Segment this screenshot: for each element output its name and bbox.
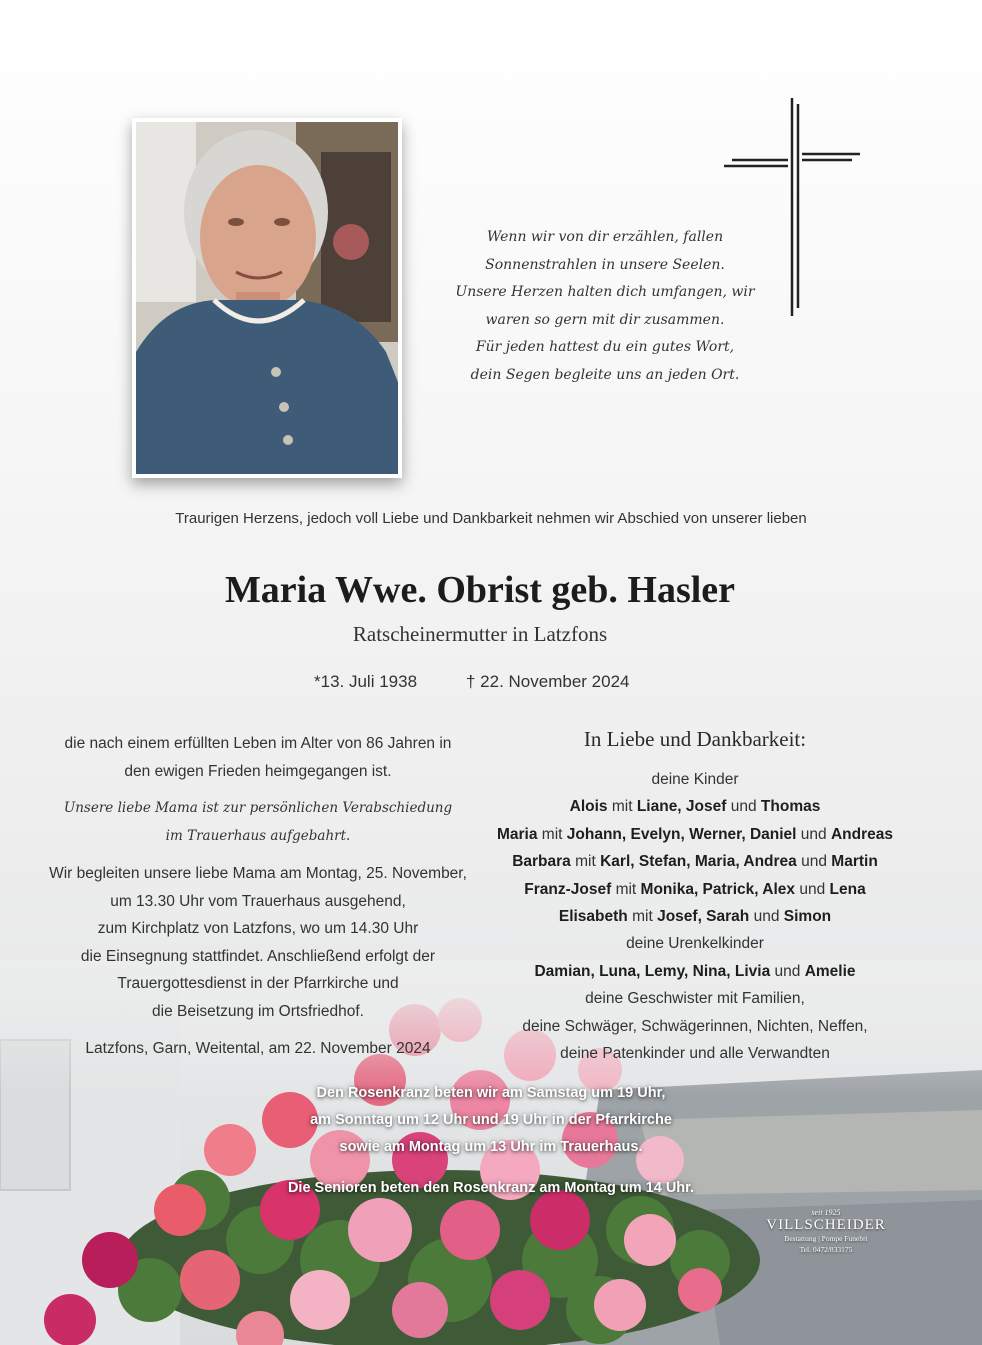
intro-text: Traurigen Herzens, jedoch voll Liebe und Dankbarkeit nehmen wir Abschied von unserer lieben — [175, 510, 807, 527]
deceased-subtitle: Ratscheinermutter in Latzfons — [352, 622, 608, 646]
logo-since: seit 1925 — [811, 1208, 841, 1217]
poem-line: waren so gern mit dir zusammen. — [485, 311, 725, 328]
siblings-line: deine Geschwister mit Familien, — [585, 990, 805, 1008]
portrait-photo — [132, 118, 402, 478]
mourners-list — [482, 724, 908, 1067]
funeral-paragraph — [30, 860, 486, 1025]
text-line: Unsere liebe Mama ist zur persönlichen Verabschiedung — [63, 800, 453, 816]
rosary-line: Den Rosenkranz beten wir am Samstag um 19 Uhr, — [316, 1085, 666, 1101]
poem-line: Wenn wir von dir erzählen, fallen — [486, 229, 724, 245]
announcement-text — [30, 730, 486, 1073]
poem-line: Unsere Herzen halten dich umfangen, wir — [455, 284, 755, 300]
poem-line: dein Segen begleite uns an jeden Ort. — [470, 366, 740, 383]
poem-line: Für jeden hattest du ein gutes Wort, — [475, 339, 735, 355]
mourners-heading: In Liebe und Dankbarkeit: — [583, 727, 807, 751]
logo-brand: VILLSCHEIDER — [766, 1217, 886, 1233]
text-line: die Einsegnung stattfindet. Anschließend erfolgt der — [80, 947, 436, 965]
text-line: die nach einem erfüllten Leben im Alter von 86 Jahren in — [64, 735, 452, 752]
text-line: zum Kirchplatz von Latzfons, wo um 14.30 Uhr — [97, 920, 419, 937]
rosary-notice — [0, 1080, 982, 1202]
birth-date: *13. Juli 1938 — [314, 672, 418, 691]
children-label: deine Kinder — [651, 771, 739, 788]
in-laws-line: deine Schwäger, Schwägerinnen, Nichten, Neffen, — [522, 1017, 868, 1035]
poem — [440, 224, 770, 389]
family-row: Elisabeth mit Josef, Sarah und Simon — [558, 908, 832, 926]
death-date: † 22. November 2024 — [466, 672, 630, 691]
great-grandchildren-label: deine Urenkelkinder — [626, 935, 764, 953]
rosary-line: am Sonntag um 12 Uhr und 19 Uhr in der Pfarrkirche — [310, 1112, 672, 1128]
text-line: Trauergottesdienst in der Pfarrkirche und — [117, 975, 399, 992]
seniors-rosary-line: Die Senioren beten den Rosenkranz am Montag um 14 Uhr. — [287, 1180, 695, 1196]
family-row: Barbara mit Karl, Stefan, Maria, Andrea und Martin — [512, 853, 878, 871]
text-line: den ewigen Frieden heimgegangen ist. — [124, 762, 392, 780]
godchildren-line: deine Patenkinder und alle Verwandten — [560, 1045, 830, 1063]
great-grandchildren-row: Damian, Luna, Lemy, Nina, Livia und Amelie — [534, 962, 856, 980]
deceased-name: Maria Wwe. Obrist geb. Hasler — [224, 569, 736, 611]
family-row: Franz-Josef mit Monika, Patrick, Alex und Lena — [524, 880, 866, 898]
viewing-paragraph — [30, 795, 486, 850]
family-row: Maria mit Johann, Evelyn, Werner, Daniel und Andreas — [496, 825, 894, 843]
text-line: um 13.30 Uhr vom Trauerhaus ausgehend, — [110, 892, 406, 910]
text-line: die Beisetzung im Ortsfriedhof. — [152, 1002, 364, 1020]
text-line: im Trauerhaus aufgebahrt. — [165, 827, 351, 844]
text-line: Wir begleiten unsere liebe Mama am Montag, 25. November, — [49, 865, 467, 882]
logo-tagline: Bestattung | Pompe Funebri — [784, 1234, 868, 1243]
place-date: Latzfons, Garn, Weitental, am 22. November 2024 — [85, 1040, 431, 1057]
funeral-home-logo — [756, 1208, 896, 1255]
family-row: Alois mit Liane, Josef und Thomas — [569, 798, 821, 816]
poem-line: Sonnenstrahlen in unsere Seelen. — [485, 256, 725, 273]
life-paragraph — [30, 730, 486, 785]
rosary-line: sowie am Montag um 13 Uhr im Trauerhaus. — [339, 1139, 643, 1155]
logo-phone: Tel. 0472/833175 — [799, 1245, 853, 1254]
portrait-image — [136, 122, 398, 474]
